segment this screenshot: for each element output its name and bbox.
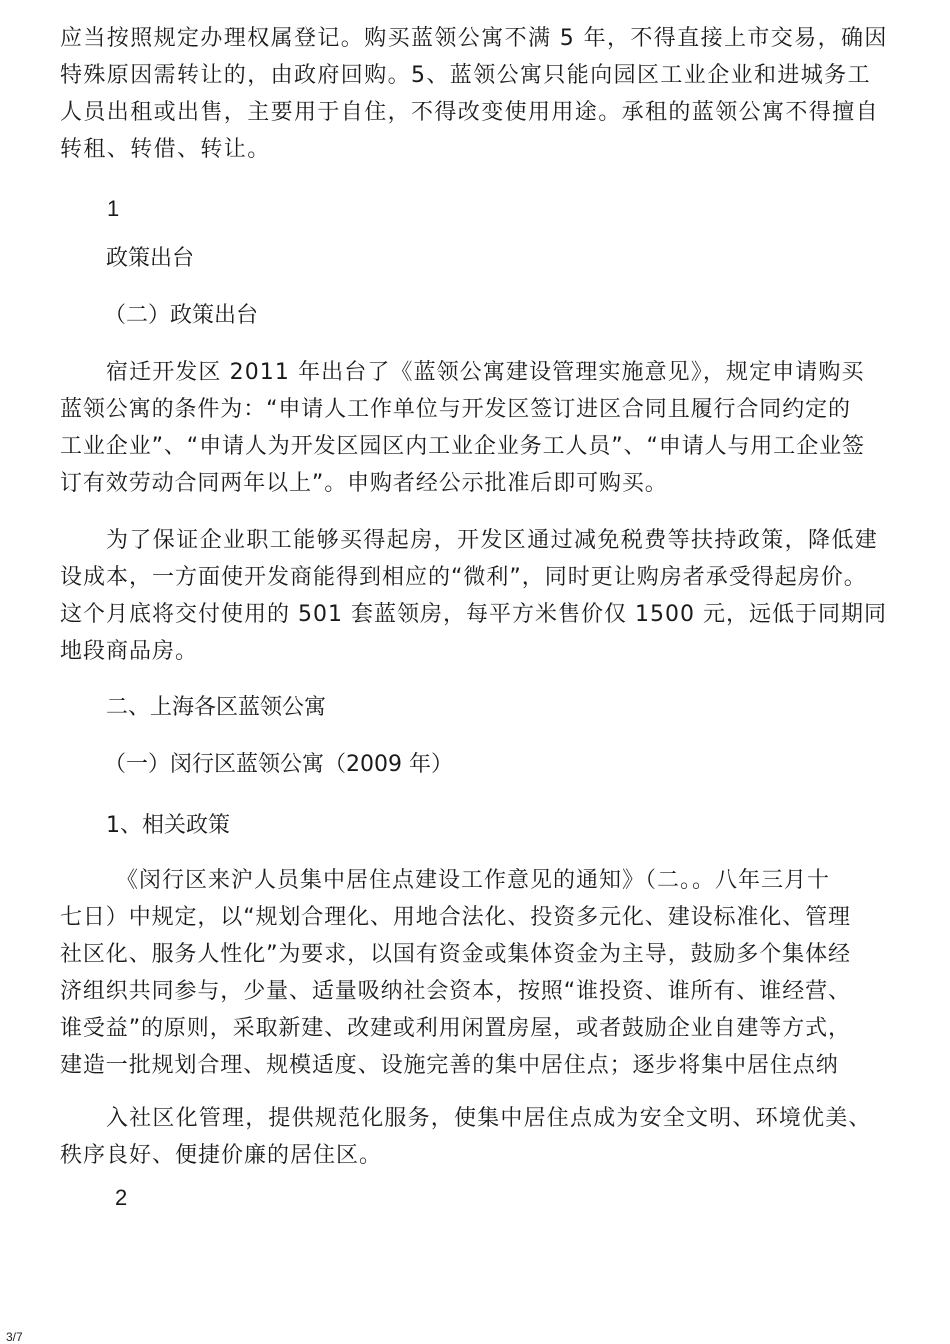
heading-minhang: （一）闵行区蓝领公寓（2009 年） bbox=[104, 752, 453, 777]
paragraph-minhang bbox=[60, 862, 890, 1084]
page-marker-2: 2 bbox=[115, 1185, 128, 1210]
page-marker-1: 1 bbox=[107, 196, 120, 221]
heading-related-policy: 1、相关政策 bbox=[106, 813, 230, 838]
paragraph-community bbox=[60, 1100, 890, 1174]
text-line: 建造一批规划合理、规模适度、设施完善的集中居住点；逐步将集中居住点纳 bbox=[60, 1053, 839, 1078]
page-number-footer: 3/7 bbox=[6, 1330, 23, 1344]
paragraph-price bbox=[60, 522, 890, 670]
text-line: 谁受益”的原则，采取新建、改建或利用闲置房屋，或者鼓励企业自建等方式， bbox=[60, 1016, 851, 1041]
text-line: 宿迁开发区 2011 年出台了《蓝领公寓建设管理实施意见》，规定申请购买 bbox=[106, 360, 865, 385]
text-line: 应当按照规定办理权属登记。购买蓝领公寓不满 5 年，不得直接上市交易，确因 bbox=[60, 26, 888, 51]
paragraph-suqian bbox=[60, 354, 890, 502]
text-line: 秩序良好、便捷价廉的居住区。 bbox=[60, 1143, 383, 1168]
heading-policy: 政策出台 bbox=[106, 246, 195, 271]
text-line: 工业企业”、“申请人为开发区园区内工业企业务工人员”、“申请人与用工企业签 bbox=[60, 434, 865, 459]
heading-policy-sub: （二）政策出台 bbox=[104, 303, 259, 328]
text-line: 《闵行区来沪人员集中居住点建设工作意见的通知》（二。。八年三月十 bbox=[116, 868, 831, 893]
text-line: 为了保证企业职工能够买得起房，开发区通过减免税费等扶持政策，降低建 bbox=[106, 528, 879, 553]
text-line: 转租、转借、转让。 bbox=[60, 137, 271, 162]
paragraph-registration bbox=[60, 20, 890, 168]
text-line: 七日）中规定，以“规划合理化、用地合法化、投资多元化、建设标准化、管理 bbox=[60, 905, 851, 930]
text-line: 特殊原因需转让的，由政府回购。5、蓝领公寓只能向园区工业企业和进城务工 bbox=[60, 63, 871, 88]
heading-shanghai: 二、上海各区蓝领公寓 bbox=[106, 695, 327, 720]
text-line: 人员出租或出售，主要用于自住，不得改变使用用途。承租的蓝领公寓不得擅自 bbox=[60, 100, 880, 125]
text-line: 订有效劳动合同两年以上”。申购者经公示批准后即可购买。 bbox=[60, 471, 668, 496]
text-line: 这个月底将交付使用的 501 套蓝领房，每平方米售价仅 1500 元，远低于同期同 bbox=[60, 602, 887, 627]
text-line: 济组织共同参与，少量、适量吸纳社会资本，按照“谁投资、谁所有、谁经营、 bbox=[60, 979, 851, 1004]
text-line: 社区化、服务人性化”为要求，以国有资金或集体资金为主导，鼓励多个集体经 bbox=[60, 942, 851, 967]
text-line: 蓝领公寓的条件为：“申请人工作单位与开发区签订进区合同且履行合同约定的 bbox=[60, 397, 851, 422]
text-line: 入社区化管理，提供规范化服务，使集中居住点成为安全文明、环境优美、 bbox=[106, 1106, 872, 1131]
text-line: 设成本，一方面使开发商能得到相应的“微利”，同时更让购房者承受得起房价。 bbox=[60, 565, 867, 590]
text-line: 地段商品房。 bbox=[60, 639, 199, 664]
